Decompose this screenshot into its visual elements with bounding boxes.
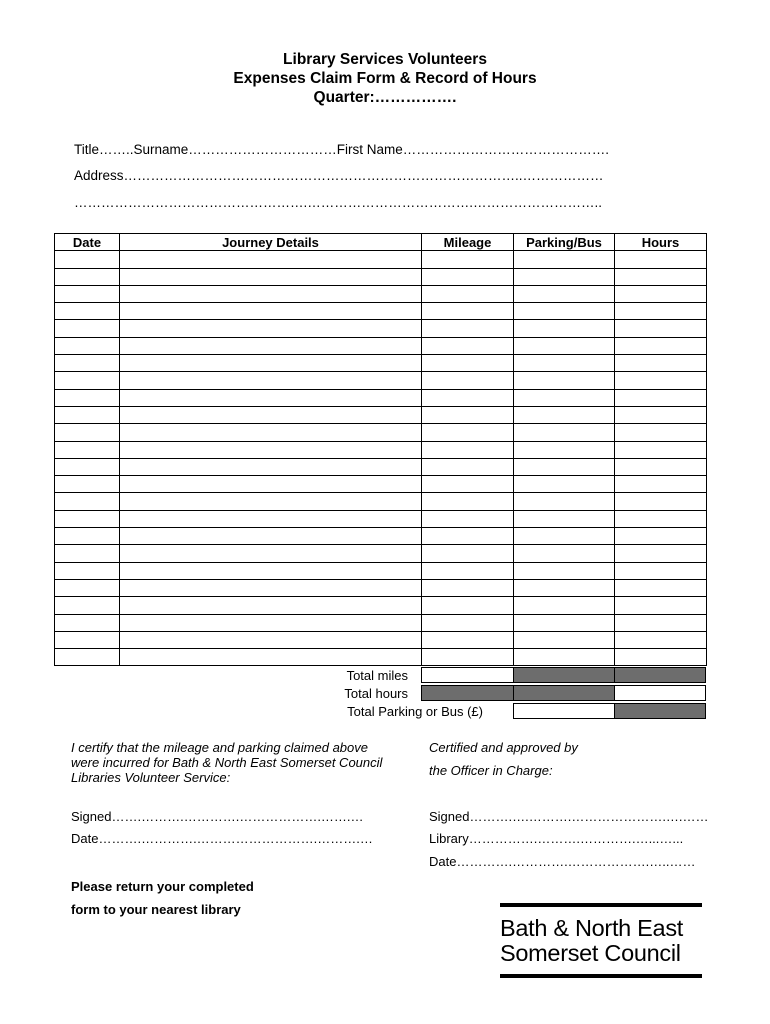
cell-mileage[interactable] xyxy=(422,337,514,354)
cell-mileage[interactable] xyxy=(422,285,514,302)
cell-parking-bus[interactable] xyxy=(514,268,615,285)
cell-mileage[interactable] xyxy=(422,268,514,285)
cell-hours[interactable] xyxy=(615,303,707,320)
table-row xyxy=(55,441,707,458)
form-title xyxy=(0,50,770,107)
cell-date[interactable] xyxy=(55,458,120,475)
return-note-line-2: form to your nearest library xyxy=(71,902,241,917)
cell-parking-bus[interactable] xyxy=(514,510,615,527)
col-header-mileage: Mileage xyxy=(422,234,514,251)
cell-date[interactable] xyxy=(55,406,120,423)
cell-hours[interactable] xyxy=(615,285,707,302)
name-fields-line[interactable]: Title……..Surname……………………………First Name………………………………………. xyxy=(74,142,610,157)
cell-date[interactable] xyxy=(55,649,120,666)
table-row xyxy=(55,579,707,596)
cell-journey-details[interactable] xyxy=(120,285,422,302)
cell-hours[interactable] xyxy=(615,406,707,423)
officer-certification-line-1: Certified and approved by xyxy=(429,740,578,755)
officer-library-line[interactable]: Library…………….……….………….…...…... xyxy=(429,831,684,846)
cell-date[interactable] xyxy=(55,303,120,320)
cell-journey-details[interactable] xyxy=(120,493,422,510)
cell-parking-bus[interactable] xyxy=(514,545,615,562)
cell-mileage[interactable] xyxy=(422,597,514,614)
cell-journey-details[interactable] xyxy=(120,631,422,648)
cell-hours[interactable] xyxy=(615,337,707,354)
cell-hours[interactable] xyxy=(615,320,707,337)
cell-hours[interactable] xyxy=(615,268,707,285)
cell-date[interactable] xyxy=(55,510,120,527)
cell-date[interactable] xyxy=(55,424,120,441)
cell-date[interactable] xyxy=(55,355,120,372)
claims-table-body xyxy=(55,251,707,666)
cell-date[interactable] xyxy=(55,493,120,510)
cell-date[interactable] xyxy=(55,562,120,579)
table-row xyxy=(55,355,707,372)
cell-date[interactable] xyxy=(55,337,120,354)
cell-mileage[interactable] xyxy=(422,458,514,475)
cell-mileage[interactable] xyxy=(422,372,514,389)
cell-mileage[interactable] xyxy=(422,355,514,372)
cell-hours[interactable] xyxy=(615,597,707,614)
total-miles-label: Total miles xyxy=(346,668,408,683)
cell-parking-bus[interactable] xyxy=(514,372,615,389)
cell-date[interactable] xyxy=(55,372,120,389)
cell-journey-details[interactable] xyxy=(120,372,422,389)
table-row xyxy=(55,614,707,631)
return-note-line-1: Please return your completed xyxy=(71,879,254,894)
cell-journey-details[interactable] xyxy=(120,597,422,614)
cell-mileage[interactable] xyxy=(422,389,514,406)
cell-mileage[interactable] xyxy=(422,528,514,545)
cell-journey-details[interactable] xyxy=(120,337,422,354)
cell-parking-bus[interactable] xyxy=(514,493,615,510)
table-row xyxy=(55,337,707,354)
title-line-2: Expenses Claim Form & Record of Hours xyxy=(233,70,537,87)
cell-journey-details[interactable] xyxy=(120,424,422,441)
cell-date[interactable] xyxy=(55,251,120,268)
col-header-date: Date xyxy=(55,234,120,251)
cell-mileage[interactable] xyxy=(422,251,514,268)
cell-mileage[interactable] xyxy=(422,631,514,648)
table-row xyxy=(55,372,707,389)
cell-mileage[interactable] xyxy=(422,510,514,527)
cell-mileage[interactable] xyxy=(422,476,514,493)
title-line-1: Library Services Volunteers xyxy=(283,51,487,68)
logo-bottom-bar xyxy=(500,974,702,978)
cell-journey-details[interactable] xyxy=(120,545,422,562)
cell-journey-details[interactable] xyxy=(120,510,422,527)
cell-journey-details[interactable] xyxy=(120,614,422,631)
table-row xyxy=(55,493,707,510)
cell-hours[interactable] xyxy=(615,458,707,475)
cell-parking-bus[interactable] xyxy=(514,389,615,406)
cell-date[interactable] xyxy=(55,320,120,337)
total-miles-parking-cell-shaded xyxy=(513,667,615,683)
title-line-3: Quarter:……………. xyxy=(313,89,457,106)
cell-hours[interactable] xyxy=(615,545,707,562)
cell-mileage[interactable] xyxy=(422,441,514,458)
cell-date[interactable] xyxy=(55,579,120,596)
cell-hours[interactable] xyxy=(615,441,707,458)
cell-parking-bus[interactable] xyxy=(514,579,615,596)
table-row xyxy=(55,510,707,527)
cell-journey-details[interactable] xyxy=(120,355,422,372)
cell-parking-bus[interactable] xyxy=(514,355,615,372)
table-row xyxy=(55,303,707,320)
cell-date[interactable] xyxy=(55,285,120,302)
cell-parking-bus[interactable] xyxy=(514,458,615,475)
council-logo xyxy=(500,903,702,978)
total-miles-mileage-cell[interactable] xyxy=(421,667,514,683)
cell-hours[interactable] xyxy=(615,528,707,545)
cell-hours[interactable] xyxy=(615,372,707,389)
table-row xyxy=(55,268,707,285)
table-row xyxy=(55,320,707,337)
cell-parking-bus[interactable] xyxy=(514,562,615,579)
cell-hours[interactable] xyxy=(615,510,707,527)
total-miles-hours-cell-shaded xyxy=(614,667,706,683)
officer-signed-line[interactable]: Signed……….….……….………………….….…… xyxy=(429,809,709,824)
cell-mileage[interactable] xyxy=(422,649,514,666)
cell-parking-bus[interactable] xyxy=(514,406,615,423)
cell-date[interactable] xyxy=(55,631,120,648)
total-hours-hours-cell[interactable] xyxy=(614,685,706,701)
total-parking-parking-cell[interactable] xyxy=(513,703,615,719)
cell-journey-details[interactable] xyxy=(120,389,422,406)
cell-date[interactable] xyxy=(55,614,120,631)
cell-journey-details[interactable] xyxy=(120,562,422,579)
total-hours-parking-cell-shaded xyxy=(513,685,615,701)
table-row xyxy=(55,424,707,441)
cell-date[interactable] xyxy=(55,545,120,562)
table-header-row xyxy=(55,234,707,251)
cell-mileage[interactable] xyxy=(422,320,514,337)
cell-journey-details[interactable] xyxy=(120,441,422,458)
cell-hours[interactable] xyxy=(615,649,707,666)
cell-journey-details[interactable] xyxy=(120,528,422,545)
cell-hours[interactable] xyxy=(615,355,707,372)
cell-mileage[interactable] xyxy=(422,562,514,579)
cell-parking-bus[interactable] xyxy=(514,337,615,354)
cell-journey-details[interactable] xyxy=(120,458,422,475)
cell-parking-bus[interactable] xyxy=(514,649,615,666)
total-hours-mileage-cell-shaded xyxy=(421,685,514,701)
cell-mileage[interactable] xyxy=(422,493,514,510)
cell-journey-details[interactable] xyxy=(120,268,422,285)
table-row xyxy=(55,406,707,423)
cell-journey-details[interactable] xyxy=(120,649,422,666)
volunteer-certification: I certify that the mileage and parking claimed above were incurred for Bath & North East Somerset Council Libraries Volunteer Service: xyxy=(71,740,383,785)
logo-line-2: Somerset Council xyxy=(500,940,681,966)
cell-date[interactable] xyxy=(55,476,120,493)
address-field-line[interactable]: Address……………………………………………………………………………..……………… xyxy=(74,168,604,183)
cell-parking-bus[interactable] xyxy=(514,303,615,320)
col-header-hours: Hours xyxy=(615,234,707,251)
table-row xyxy=(55,389,707,406)
logo-wordmark xyxy=(500,907,702,974)
table-row xyxy=(55,631,707,648)
cell-hours[interactable] xyxy=(615,579,707,596)
table-row xyxy=(55,562,707,579)
cell-mileage[interactable] xyxy=(422,303,514,320)
total-parking-label: Total Parking or Bus (£) xyxy=(347,704,483,719)
cell-hours[interactable] xyxy=(615,631,707,648)
col-header-journey-details: Journey Details xyxy=(120,234,422,251)
cell-mileage[interactable] xyxy=(422,614,514,631)
cell-parking-bus[interactable] xyxy=(514,476,615,493)
table-row xyxy=(55,649,707,666)
cell-date[interactable] xyxy=(55,528,120,545)
logo-line-1: Bath & North East xyxy=(500,915,683,941)
table-row xyxy=(55,476,707,493)
cell-mileage[interactable] xyxy=(422,406,514,423)
cell-mileage[interactable] xyxy=(422,424,514,441)
total-parking-hours-cell-shaded xyxy=(614,703,706,719)
officer-certification-line-2: the Officer in Charge: xyxy=(429,763,553,778)
cell-journey-details[interactable] xyxy=(120,579,422,596)
cell-hours[interactable] xyxy=(615,562,707,579)
cell-hours[interactable] xyxy=(615,476,707,493)
cell-date[interactable] xyxy=(55,389,120,406)
volunteer-signed-line[interactable]: Signed…….……….………….……………….…….… xyxy=(71,809,364,824)
cell-journey-details[interactable] xyxy=(120,251,422,268)
cell-hours[interactable] xyxy=(615,614,707,631)
cell-parking-bus[interactable] xyxy=(514,631,615,648)
table-row xyxy=(55,597,707,614)
cell-journey-details[interactable] xyxy=(120,303,422,320)
cell-journey-details[interactable] xyxy=(120,476,422,493)
cell-journey-details[interactable] xyxy=(120,320,422,337)
cell-parking-bus[interactable] xyxy=(514,424,615,441)
cell-hours[interactable] xyxy=(615,389,707,406)
cell-date[interactable] xyxy=(55,441,120,458)
col-header-parking-bus: Parking/Bus xyxy=(514,234,615,251)
cell-date[interactable] xyxy=(55,597,120,614)
cell-mileage[interactable] xyxy=(422,579,514,596)
table-row xyxy=(55,545,707,562)
address-field-line-2[interactable]: …………………………………………….……………………………….……………………….. xyxy=(74,195,603,210)
table-row xyxy=(55,458,707,475)
cell-hours[interactable] xyxy=(615,493,707,510)
cell-parking-bus[interactable] xyxy=(514,285,615,302)
cell-date[interactable] xyxy=(55,268,120,285)
cell-parking-bus[interactable] xyxy=(514,441,615,458)
claims-table xyxy=(54,233,707,666)
officer-date-line[interactable]: Date………….………….……………….…..…… xyxy=(429,854,696,869)
volunteer-date-line[interactable]: Date……….………….……………………….……….… xyxy=(71,831,373,846)
table-row xyxy=(55,528,707,545)
cell-parking-bus[interactable] xyxy=(514,597,615,614)
total-hours-label: Total hours xyxy=(344,686,408,701)
cell-parking-bus[interactable] xyxy=(514,614,615,631)
table-row xyxy=(55,251,707,268)
cell-hours[interactable] xyxy=(615,424,707,441)
cell-journey-details[interactable] xyxy=(120,406,422,423)
cell-hours[interactable] xyxy=(615,251,707,268)
table-row xyxy=(55,285,707,302)
cell-parking-bus[interactable] xyxy=(514,251,615,268)
cell-mileage[interactable] xyxy=(422,545,514,562)
cell-parking-bus[interactable] xyxy=(514,320,615,337)
cell-parking-bus[interactable] xyxy=(514,528,615,545)
